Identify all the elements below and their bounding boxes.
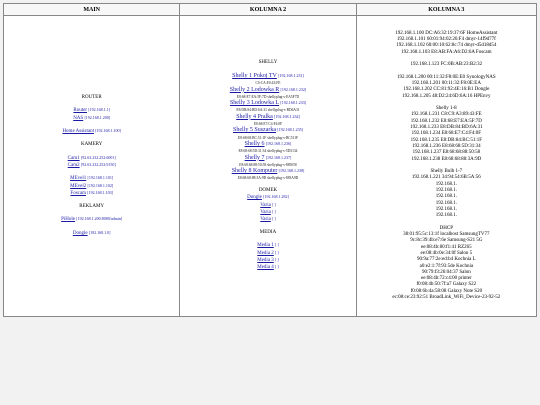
dashboard xyxy=(3,3,537,317)
shelly-link-row[interactable] xyxy=(181,127,354,134)
dhcp-lease-list xyxy=(358,232,535,301)
domek-ip[interactable]: [ ] xyxy=(272,208,276,214)
header-kolumna-2: KOLUMNA 2 xyxy=(180,4,356,16)
shelly-link-row[interactable] xyxy=(181,87,354,94)
cam1-link[interactable]: Cam1 xyxy=(67,155,80,161)
shelly-link[interactable]: Shelly 4 Pralka xyxy=(236,113,273,120)
dhcp-title: DHCP xyxy=(439,225,453,231)
shelly-mac: E8:68:68:5D:31:34 shellyplug-s-5D3134 xyxy=(238,149,298,154)
dhcp-lease-entry: 38:01:95:5c:13:1f localhost SamsungTV77 xyxy=(403,232,490,238)
shelly-link-row[interactable] xyxy=(181,168,354,175)
dhcp-lease-entry: 90:79:f3:26:04:37 Salon xyxy=(421,269,471,275)
shelly-address-entry: 192.168.1.234 E8:68:E7:C4:F4:0F xyxy=(411,131,482,137)
shelly-address-entry: 192.168.1.233 E8:DB:84:BD:6A:31 xyxy=(410,125,483,131)
bulb-range-title: Shelly Bulb 1-7 xyxy=(430,169,463,175)
shelly-address-entry: 192.168.1.235 E8:DB:84:BC:51:1F xyxy=(410,137,483,143)
dhcp-lease-entry: ec:08:ce:23:92:51 BroadLink_WiFi_Device-23-92-52 xyxy=(392,295,501,301)
media-link-row[interactable] xyxy=(181,250,354,257)
dhcp-lease-entry: f0:08:6b:4a:58:08 Galaxy Note S20 xyxy=(410,288,483,294)
shelly-ip[interactable]: [192.168.1.236] xyxy=(265,140,292,146)
device-entry: 192.168.1.103 E8:AB:FA:A6:D2:6A Foscam xyxy=(401,49,492,55)
shelly-link[interactable]: Shelly 7 xyxy=(244,154,265,161)
media-link-row[interactable] xyxy=(181,257,354,264)
domek-link-row[interactable] xyxy=(181,202,354,209)
bulb-address-entry: 192.168.1. xyxy=(435,194,457,200)
shelly-link[interactable]: Shelly 6 xyxy=(244,140,265,147)
bulb-address-entry: 192.168.1. xyxy=(435,181,457,187)
dhcp-lease-entry: 9c:8c:39:4b:e7:6e Samsung-S21 5G xyxy=(410,238,483,244)
header-kolumna-3: KOLUMNA 3 xyxy=(356,4,536,16)
bulb-address-entry: 192.168.1. xyxy=(435,206,457,212)
dhcp-lease-entry: ee:08:4b:0e:34:0f Salon 5 xyxy=(420,251,473,256)
shelly-ip[interactable]: [192.168.1.232] xyxy=(280,86,307,92)
media-link[interactable]: Media 2 xyxy=(257,250,274,256)
shelly-ip[interactable]: [192.168.1.237] xyxy=(265,154,292,160)
foscam-link-row[interactable] xyxy=(5,190,178,197)
cam2-link[interactable]: Cam2 xyxy=(67,162,80,168)
cam2-link-row[interactable] xyxy=(5,162,178,169)
device-entry: 192.168.1.101 60:01:94:02:26:F4 dmyr-14f9d77f xyxy=(396,36,496,42)
shelly-mac: E8:68:68:88:3A:9D shellyplug-s-883A9D xyxy=(237,176,299,181)
domek-title: DOMEK xyxy=(258,188,278,194)
domek-link-row[interactable] xyxy=(181,194,354,201)
cam2-ip[interactable]: [92.63.232.252:9150] xyxy=(80,161,116,167)
media-link-row[interactable] xyxy=(181,242,354,249)
header-main: MAIN xyxy=(4,4,180,16)
mevel2-link[interactable]: MEvel2 xyxy=(70,183,87,189)
router-title: ROUTER xyxy=(81,94,102,100)
bulb-address-list xyxy=(358,175,535,219)
mevel1-link-row[interactable] xyxy=(5,175,178,182)
home-assistant-link-row[interactable] xyxy=(5,128,178,135)
shelly-address-list xyxy=(358,112,535,162)
shelly-address-entry: 192.168.1.232 E8:68:E7:EA:5F:7D xyxy=(410,118,482,124)
dhcp-lease-entry: ee:08:4b:80:f1:41 RZ265 xyxy=(420,244,472,250)
column-kolumna-2 xyxy=(180,16,356,317)
mevel1-ip[interactable]: [192.168.1.101] xyxy=(87,175,114,181)
pihole-link-row[interactable] xyxy=(5,216,178,223)
domek-link[interactable]: Varia xyxy=(260,202,271,208)
shelly-link-row[interactable] xyxy=(181,73,354,80)
media-list xyxy=(181,242,354,271)
home-assistant-link[interactable]: Home Assistant xyxy=(62,129,94,135)
router-link[interactable]: Router xyxy=(73,108,87,114)
shelly-mac: E8:68:68:BC:51:1F shellyplug-s-BC511F xyxy=(237,135,299,140)
dhcp-lease-entry: f0:08:4b:50:7f:a7 Galaxy S22 xyxy=(416,282,477,288)
media-ip[interactable]: [ ] xyxy=(275,242,279,248)
shelly-mac: E8:DB:84:BD:6A:31 shellyplug-s-BD6A31 xyxy=(236,108,300,113)
domek-link[interactable]: Dongle xyxy=(247,195,262,201)
shelly-ip[interactable]: [192.168.1.235] xyxy=(277,127,303,133)
domek-ip[interactable]: [ ] xyxy=(272,201,276,207)
shelly-link[interactable]: Shelly 1 Pokoj TV xyxy=(232,72,277,79)
dhcp-lease-entry: a0:e2:1:7f:93:5de Kochnia xyxy=(419,263,474,269)
domek-ip[interactable]: [192.168.1.282] xyxy=(263,194,289,200)
media-link[interactable]: Media 1 xyxy=(257,243,274,249)
bulb-address-entry: 192.168.1.221 34:94:54:6B:5A:56 xyxy=(411,175,481,181)
foscam-link[interactable]: Foscam xyxy=(70,191,86,197)
dongle-link[interactable]: Dongle xyxy=(72,230,88,236)
domek-link[interactable]: Varia xyxy=(260,209,271,215)
device-list-main xyxy=(358,31,535,56)
shelly-mac: E8:68:E7:EA:5F:7D shellyplug-s-EA5F7D xyxy=(236,94,300,99)
domek-list xyxy=(181,194,354,223)
domek-link-row[interactable] xyxy=(181,209,354,216)
shelly-ip[interactable]: [192.168.1.238] xyxy=(278,168,305,174)
nas-link[interactable]: NAS xyxy=(73,115,84,121)
mevel2-link-row[interactable] xyxy=(5,183,178,190)
device-entry: 192.168.1.200 00:11:32:F8:0E:E0 SynologyNAS xyxy=(397,74,496,80)
bulb-address-entry: 192.168.1. xyxy=(435,213,457,219)
shelly-link-row[interactable] xyxy=(181,114,354,121)
home-assistant-ip[interactable]: [192.168.1.100] xyxy=(95,128,121,134)
shelly-link[interactable]: Shelly 5 Suszarka xyxy=(233,127,277,134)
shelly-address-entry: 192.168.1.231 C8:C9:A3:89:43:FE xyxy=(411,112,482,118)
router-ip[interactable]: [192.168.1.1] xyxy=(88,107,110,113)
media-link[interactable]: Media 3 xyxy=(257,258,274,263)
cameras-title: KAMERY xyxy=(80,141,103,147)
media-link[interactable]: Media 4 xyxy=(257,265,274,271)
pihole-ip[interactable]: [192.168.1.200:8080/admin] xyxy=(76,216,123,222)
pihole-link[interactable]: PiHole xyxy=(61,217,76,223)
device-entry: 192.168.1.205 48:D2:24:6D:6A:16 HPEnvy xyxy=(402,93,491,99)
bulb-address-entry: 192.168.1. xyxy=(435,200,457,206)
cam1-ip[interactable]: [92.63.232.252:6001] xyxy=(80,154,116,160)
shelly-link[interactable]: Shelly 3 Lodowka L xyxy=(229,100,280,107)
shelly-list xyxy=(181,73,354,182)
shelly-address-entry: 192.168.1.238 E8:68:68:88:3A:9D xyxy=(411,156,482,162)
ads-title: REKLAMY xyxy=(79,203,105,209)
column-kolumna-3 xyxy=(356,16,536,317)
media-ip[interactable]: [ ] xyxy=(275,249,279,255)
device-entry: 192.168.1.102 60:00:10:62:8c:74 dmyr-d5d18d54 xyxy=(396,43,497,49)
dhcp-lease-entry: 90:9a:77:2e:ed:b4 Kochnia L xyxy=(417,257,476,263)
media-ip[interactable]: [ ] xyxy=(275,264,279,270)
shelly-range-title: Shelly 1-8 xyxy=(435,106,457,112)
dhcp-lease-entry: ee:08:4b:72:c4:00 printer xyxy=(420,276,472,282)
mevel2-ip[interactable]: [192.168.1.102] xyxy=(87,182,114,188)
nas-ip[interactable]: [192.168.1.200] xyxy=(84,114,111,120)
device-entry: 192.168.1.100 DC:A6:32:19:37:6F HomeAssistant xyxy=(395,30,498,36)
router-link-row[interactable] xyxy=(5,107,178,114)
column-main xyxy=(4,16,180,317)
shelly-address-entry: 192.168.1.237 E8:68:68:88:50:58 xyxy=(412,150,481,156)
shelly-link[interactable]: Shelly 8 Komputer xyxy=(231,168,278,175)
media-title: MEDIA xyxy=(259,229,277,235)
shelly-ip[interactable]: [192.168.1.233] xyxy=(280,100,307,106)
domek-link-row[interactable] xyxy=(181,216,354,223)
mevel1-link[interactable]: MEvel1 xyxy=(70,176,87,182)
shelly-ip[interactable]: [192.168.1.234] xyxy=(274,113,300,119)
shelly-link-row[interactable] xyxy=(181,141,354,148)
device-list-nas xyxy=(358,75,535,100)
shelly-link-row[interactable] xyxy=(181,155,354,162)
media-link-row[interactable] xyxy=(181,264,354,271)
shelly-mac: E8:68:68:88:50:58 shellyplug-s-885058 xyxy=(239,162,297,167)
shelly-ip[interactable]: [192.168.1.231] xyxy=(278,72,304,78)
bulb-address-entry: 192.168.1. xyxy=(435,188,457,194)
dongle-link-row[interactable] xyxy=(5,230,178,237)
nas-link-row[interactable] xyxy=(5,115,178,122)
domek-ip[interactable]: [ ] xyxy=(272,216,276,222)
foscam-ip[interactable]: [192.168.1.103] xyxy=(87,190,113,196)
cam1-link-row[interactable] xyxy=(5,155,178,162)
shelly-link[interactable]: Shelly 2 Lodowka R xyxy=(229,86,280,93)
shelly-link-row[interactable] xyxy=(181,100,354,107)
shelly-title: SHELLY xyxy=(258,60,278,66)
shelly-mac: C0:CA:E0:43:FE xyxy=(255,81,281,86)
shelly-mac: E8:68:E7:C4:F4:0F xyxy=(253,122,283,127)
device-entry: 192.168.1.202 CC:81:92:4E:16:B1 Dongle xyxy=(403,87,490,93)
domek-link[interactable]: Varia xyxy=(260,217,271,223)
main-table xyxy=(3,3,537,317)
device-entry: 192.168.1.123 FC:0B:AB:23:B2:32 xyxy=(410,62,483,68)
dongle-ip[interactable]: [192.168.1.0] xyxy=(88,229,111,235)
device-entry: 192.168.1.201 00:11:32:F8:0E:EA xyxy=(411,80,481,86)
shelly-address-entry: 192.168.1.236 E8:68:68:5D:31:34 xyxy=(412,143,481,149)
media-ip[interactable]: [ ] xyxy=(275,257,279,262)
